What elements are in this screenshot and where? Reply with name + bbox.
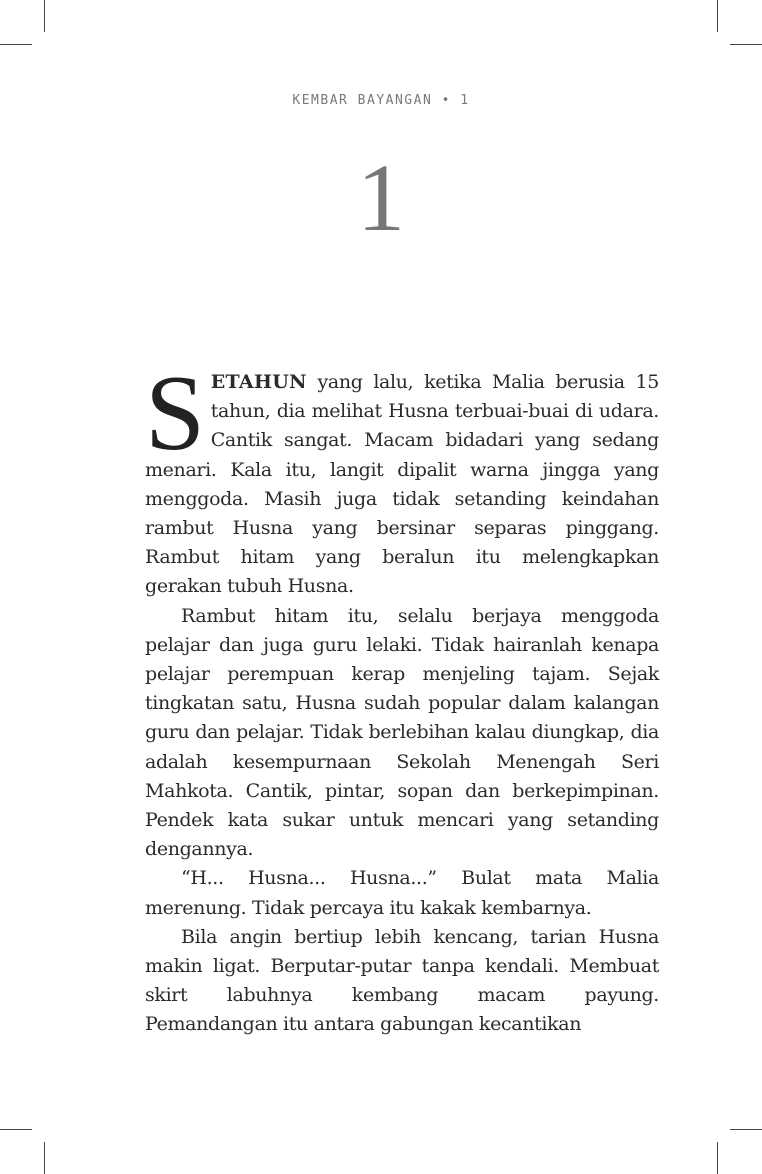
- drop-cap: S: [145, 354, 205, 473]
- paragraph-2: Rambut hitam itu, selalu berjaya menggoda pelajar dan juga guru lelaki. Tidak hairanlah kenapa pelajar perempuan kerap menjeling tajam. Sejak tingkatan satu, Husna sudah popular dalam kalangan guru dan pelajar. Tidak berlebihan kalau diungkap, dia adalah kesempurnaan Sekolah Menengah Seri Mahkota. Cantik, pintar, sopan dan berkepimpinan. Pendek kata sukar untuk mencari yang setanding dengannya.: [145, 604, 659, 861]
- crop-mark-top-right-vertical: [717, 0, 718, 32]
- crop-mark-top-right-horizontal: [730, 44, 762, 45]
- paragraph-4: Bila angin bertiup lebih kencang, tarian Husna makin ligat. Berputar-putar tanpa kendali. Membuat skirt labuhnya kembang macam payung. Pemandangan itu antara gabungan kecantikan: [145, 925, 659, 1036]
- crop-mark-bottom-right-vertical: [717, 1142, 718, 1174]
- paragraph-3: “H... Husna... Husna...” Bulat mata Malia merenung. Tidak percaya itu kakak kembarnya.: [145, 867, 659, 919]
- lead-word: ETAHUN: [210, 371, 307, 393]
- crop-mark-bottom-left-vertical: [44, 1142, 45, 1174]
- chapter-number: 1: [357, 144, 405, 251]
- running-header: KEMBAR BAYANGAN • 1: [292, 93, 470, 108]
- crop-mark-bottom-left-horizontal: [0, 1129, 32, 1130]
- crop-mark-top-left-horizontal: [0, 44, 32, 45]
- crop-mark-top-left-vertical: [44, 0, 45, 32]
- paragraph-1: [145, 354, 659, 602]
- crop-mark-bottom-right-horizontal: [730, 1129, 762, 1130]
- body-text: [145, 354, 659, 1040]
- paragraph-1-text: yang lalu, ketika Malia berusia 15 tahun, dia melihat Husna terbuai-buai di udara. Cantik sangat. Macam bidadari yang sedang menari. Kala itu, langit dipalit warna jingga yang menggoda. Masih juga tidak setanding keindahan rambut Husna yang bersinar separas pinggang. Rambut hitam yang beralun itu melengkapkan gerakan tubuh Husna.: [145, 371, 659, 598]
